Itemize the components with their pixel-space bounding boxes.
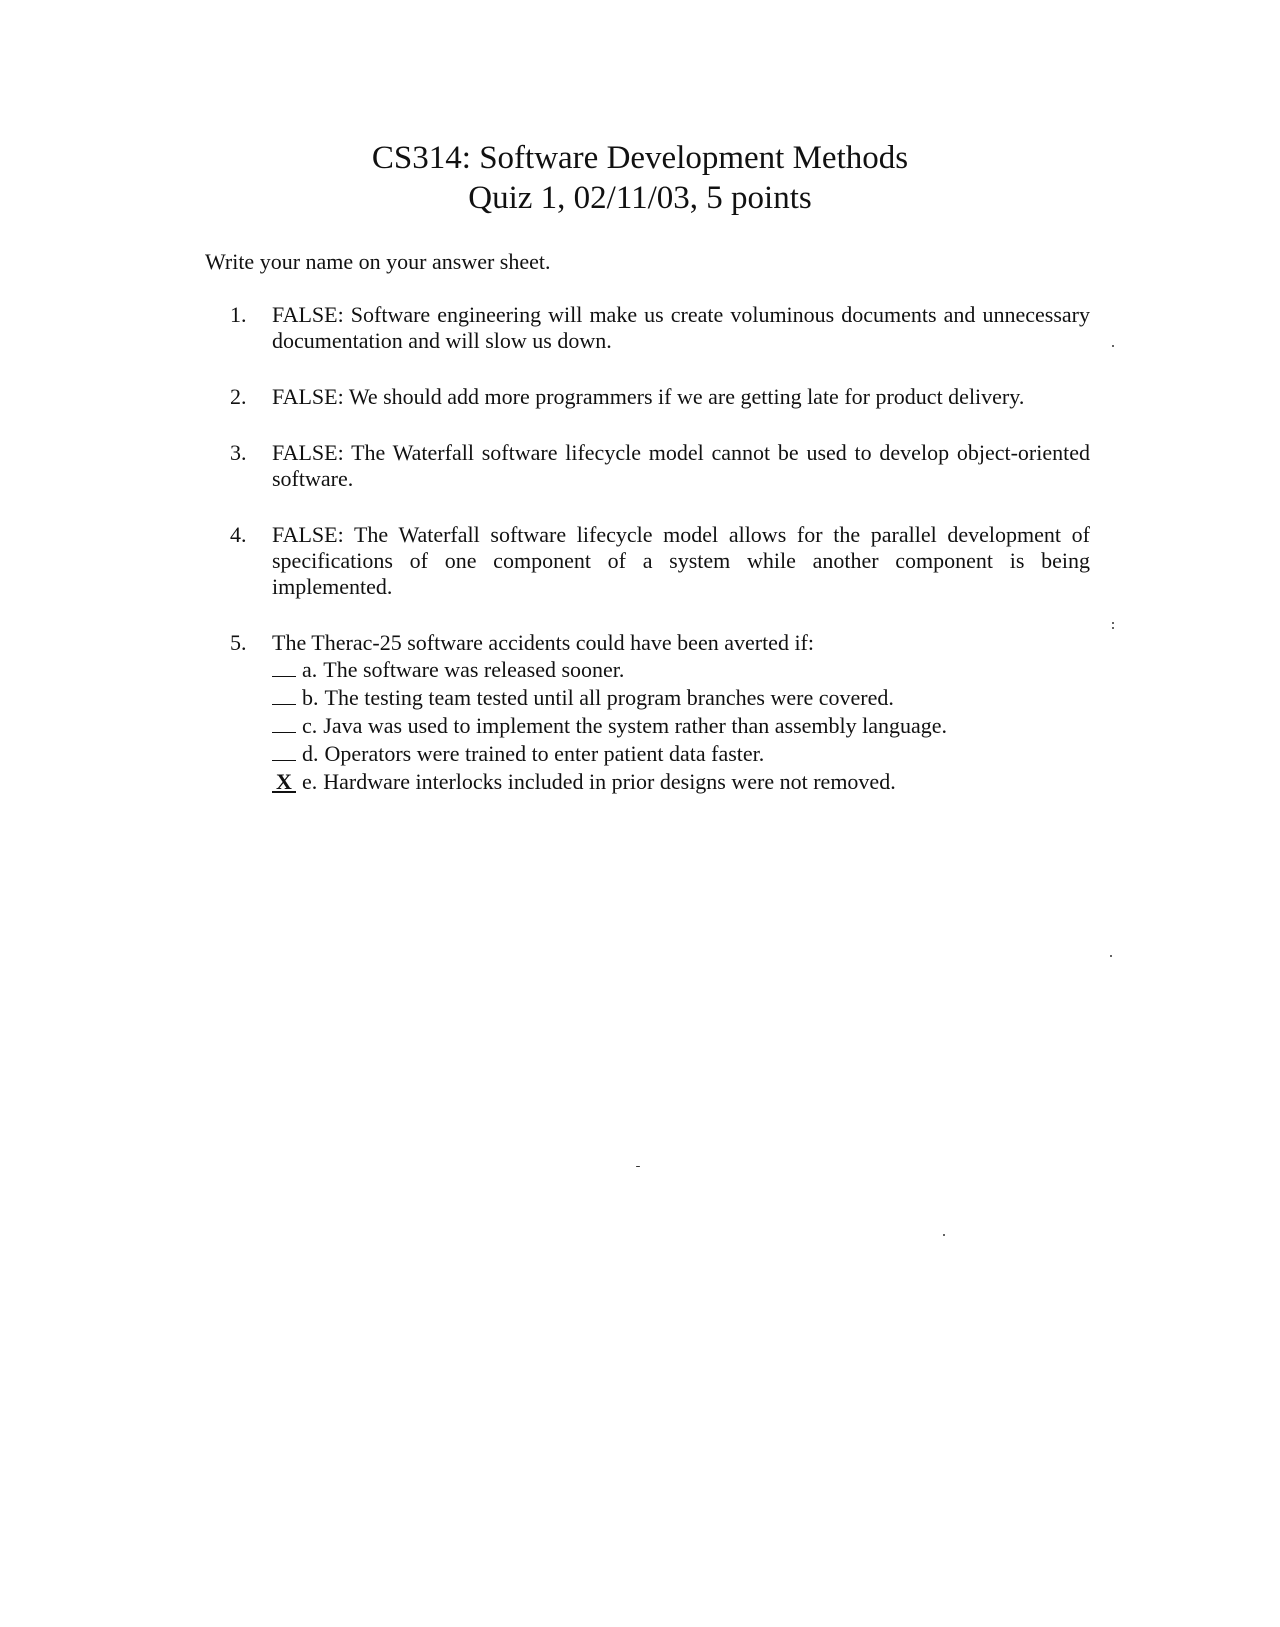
choice-text: Operators were trained to enter patient data faster.: [324, 741, 765, 766]
choice-label: e.: [302, 769, 318, 794]
page-title: CS314: Software Development Methods: [371, 140, 909, 176]
answer-blank: [272, 714, 296, 733]
answer-blank: [272, 742, 296, 761]
question-text: The Therac-25 software accidents could have been averted if:: [272, 630, 814, 655]
scan-speck: [1112, 627, 1114, 629]
answer-blank: [272, 686, 296, 705]
question-list: [230, 302, 1090, 826]
answer-blank: [272, 658, 296, 677]
question-text: FALSE: The Waterfall software lifecycle model cannot be used to develop object-oriented software.: [272, 440, 1090, 491]
choice-d: [272, 740, 1090, 768]
question-text: FALSE: The Waterfall software lifecycle model allows for the parallel development of specifications of one component of a system while another component is being implemented.: [272, 522, 1090, 599]
scan-speck: [943, 1234, 945, 1236]
choice-text: Hardware interlocks included in prior designs were not removed.: [323, 769, 896, 794]
choice-label: d.: [302, 741, 319, 766]
scan-speck: [1112, 622, 1114, 624]
quiz-header: [0, 138, 1280, 218]
question-number: 2.: [230, 384, 247, 409]
scan-speck: [1112, 345, 1114, 347]
instructions: Write your name on your answer sheet.: [205, 249, 551, 274]
choice-a: [272, 656, 1090, 684]
page-subtitle: Quiz 1, 02/11/03, 5 points: [468, 180, 812, 216]
choice-b: [272, 684, 1090, 712]
choice-label: b.: [302, 685, 319, 710]
scan-speck: [636, 1166, 640, 1167]
choice-label: c.: [302, 713, 318, 738]
choice-text: Java was used to implement the system rather than assembly language.: [323, 713, 948, 738]
scan-speck: [1110, 955, 1112, 957]
question-text: FALSE: We should add more programmers if we are getting late for product delivery.: [272, 384, 1025, 409]
choice-c: [272, 712, 1090, 740]
answer-mark-x: X: [272, 773, 296, 793]
question-number: 3.: [230, 440, 247, 465]
question-number: 5.: [230, 630, 247, 655]
question-5: [230, 630, 1090, 796]
question-number: 4.: [230, 522, 247, 547]
choice-e: [272, 768, 1090, 796]
question-number: 1.: [230, 302, 247, 327]
choice-list: [272, 656, 1090, 796]
question-3: [230, 440, 1090, 492]
choice-text: The software was released sooner.: [323, 657, 625, 682]
question-1: [230, 302, 1090, 354]
question-text: FALSE: Software engineering will make us create voluminous documents and unnecessary documentation and will slow us down.: [272, 302, 1090, 353]
choice-text: The testing team tested until all program branches were covered.: [324, 685, 894, 710]
choice-label: a.: [302, 657, 318, 682]
question-4: [230, 522, 1090, 600]
question-2: [230, 384, 1090, 410]
